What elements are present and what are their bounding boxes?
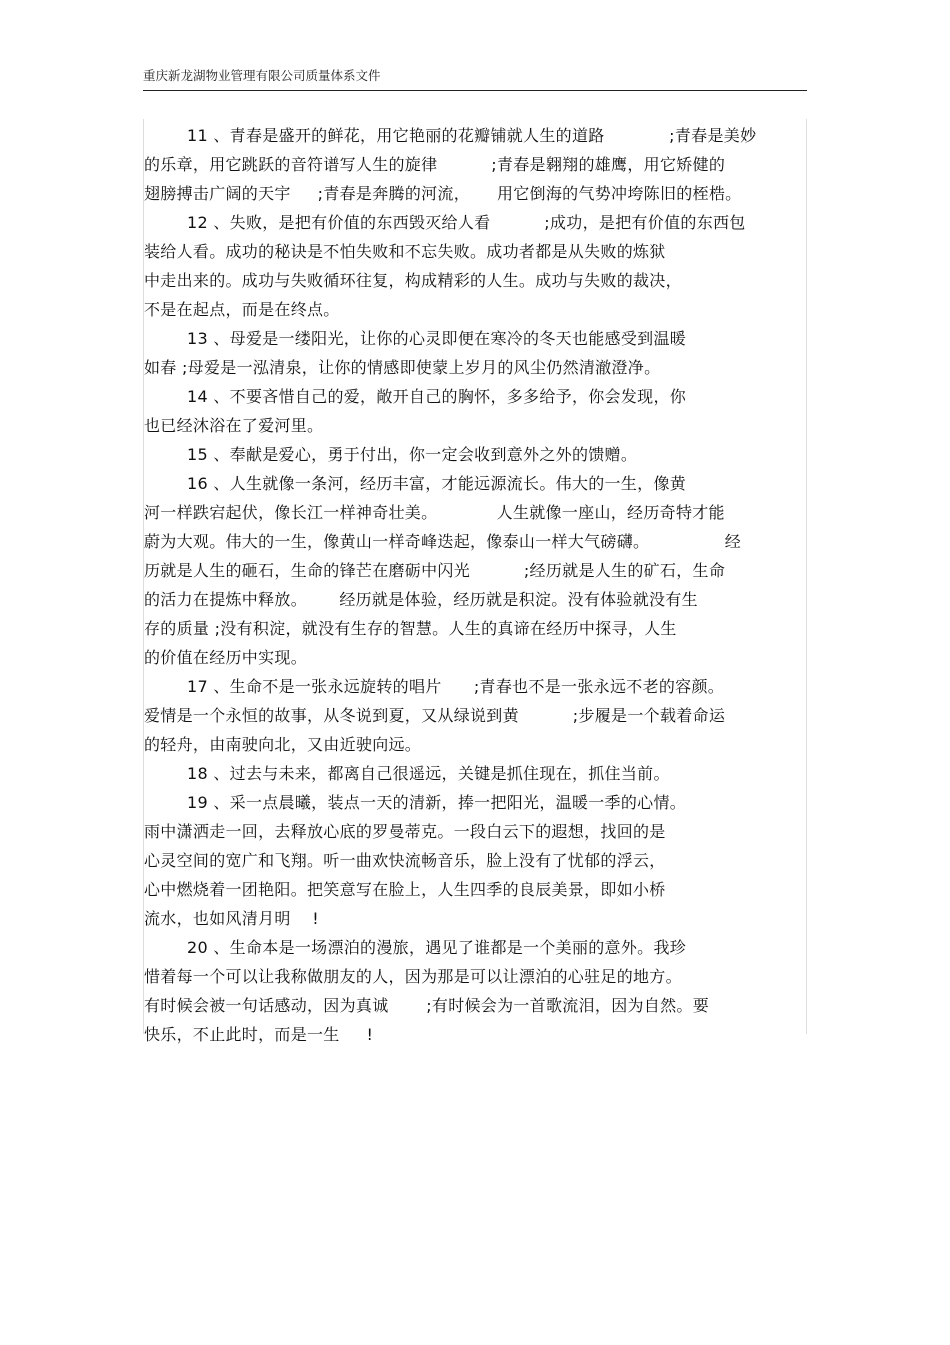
text-line: 装给人看。成功的秘诀是不怕失败和不忘失败。成功者都是从失败的炼狱 bbox=[144, 242, 666, 261]
text-line: 的活力在提炼中释放。 经历就是体验，经历就是积淀。没有体验就没有生 bbox=[144, 590, 698, 609]
text-line: 如春 ;母爱是一泓清泉，让你的情感即使蒙上岁月的风尘仍然清澈澄净。 bbox=[144, 358, 661, 377]
text-line: 爱情是一个永恒的故事，从冬说到夏，又从绿说到黄 ;步履是一个载着命运 bbox=[144, 706, 726, 725]
text-line: 流水，也如风清月明 ! bbox=[144, 909, 319, 928]
text-line: 19 、采一点晨曦，装点一天的清新，捧一把阳光，温暖一季的心情。 bbox=[187, 793, 687, 812]
text-line: 18 、过去与未来，都离自己很遥远，关键是抓住现在，抓住当前。 bbox=[187, 764, 670, 783]
text-line: 心灵空间的宽广和飞翔。听一曲欢快流畅音乐，脸上没有了忧郁的浮云， bbox=[144, 851, 666, 870]
text-line: 14 、不要吝惜自己的爱，敞开自己的胸怀，多多给予，你会发现，你 bbox=[187, 387, 687, 406]
text-line: 20 、生命本是一场漂泊的漫旅，遇见了谁都是一个美丽的意外。我珍 bbox=[187, 938, 687, 957]
text-line: 存的质量 ;没有积淀，就没有生存的智慧。人生的真谛在经历中探寻，人生 bbox=[144, 619, 677, 638]
text-line: 心中燃烧着一团艳阳。把笑意写在脸上，人生四季的良辰美景，即如小桥 bbox=[144, 880, 666, 899]
text-line: 12 、失败，是把有价值的东西毁灭给人看 ;成功，是把有价值的东西包 bbox=[187, 213, 746, 232]
text-line: 16 、人生就像一条河，经历丰富，才能远源流长。伟大的一生，像黄 bbox=[187, 474, 687, 493]
text-line: 的价值在经历中实现。 bbox=[144, 648, 308, 667]
document-header: 重庆新龙湖物业管理有限公司质量体系文件 bbox=[143, 68, 381, 83]
text-line: 翅膀搏击广阔的天宇 ;青春是奔腾的河流， 用它倒海的气势冲垮陈旧的桎梏。 bbox=[144, 184, 742, 203]
text-line: 的乐章，用它跳跃的音符谱写人生的旋律 ;青春是翱翔的雄鹰，用它矫健的 bbox=[144, 155, 726, 174]
text-line: 15 、奉献是爱心，勇于付出，你一定会收到意外之外的馈赠。 bbox=[187, 445, 638, 464]
text-line: 17 、生命不是一张永远旋转的唱片 ;青春也不是一张永远不老的容颜。 bbox=[187, 677, 725, 696]
text-line: 雨中潇洒走一回，去释放心底的罗曼蒂克。一段白云下的遐想，找回的是 bbox=[144, 822, 666, 841]
text-line: 11 、青春是盛开的鲜花，用它艳丽的花瓣铺就人生的道路 ;青春是美妙 bbox=[187, 126, 757, 145]
text-line: 也已经沐浴在了爱河里。 bbox=[144, 416, 324, 435]
text-line: 中走出来的。成功与失败循环往复，构成精彩的人生。成功与失败的裁决， bbox=[144, 271, 682, 290]
text-line: 惜着每一个可以让我称做朋友的人，因为那是可以让漂泊的心驻足的地方。 bbox=[144, 967, 682, 986]
text-line: 历就是人生的砸石，生命的锋芒在磨砺中闪光 ;经历就是人生的矿石，生命 bbox=[144, 561, 726, 580]
text-line: 快乐，不止此时，而是一生 ! bbox=[144, 1025, 374, 1044]
text-line: 蔚为大观。伟大的一生，像黄山一样奇峰迭起，像泰山一样大气磅礴。 经 bbox=[144, 532, 742, 551]
document-body bbox=[144, 121, 809, 1049]
text-line: 13 、母爱是一缕阳光，让你的心灵即便在寒冷的冬天也能感受到温暖 bbox=[187, 329, 687, 348]
text-line: 的轻舟，由南驶向北，又由近驶向远。 bbox=[144, 735, 422, 754]
text-line: 不是在起点，而是在终点。 bbox=[144, 300, 340, 319]
text-line: 有时候会被一句话感动，因为真诚 ;有时候会为一首歌流泪，因为自然。要 bbox=[144, 996, 709, 1015]
text-line: 河一样跌宕起伏，像长江一样神奇壮美。 人生就像一座山，经历奇特才能 bbox=[144, 503, 725, 522]
header-rule bbox=[143, 90, 807, 91]
